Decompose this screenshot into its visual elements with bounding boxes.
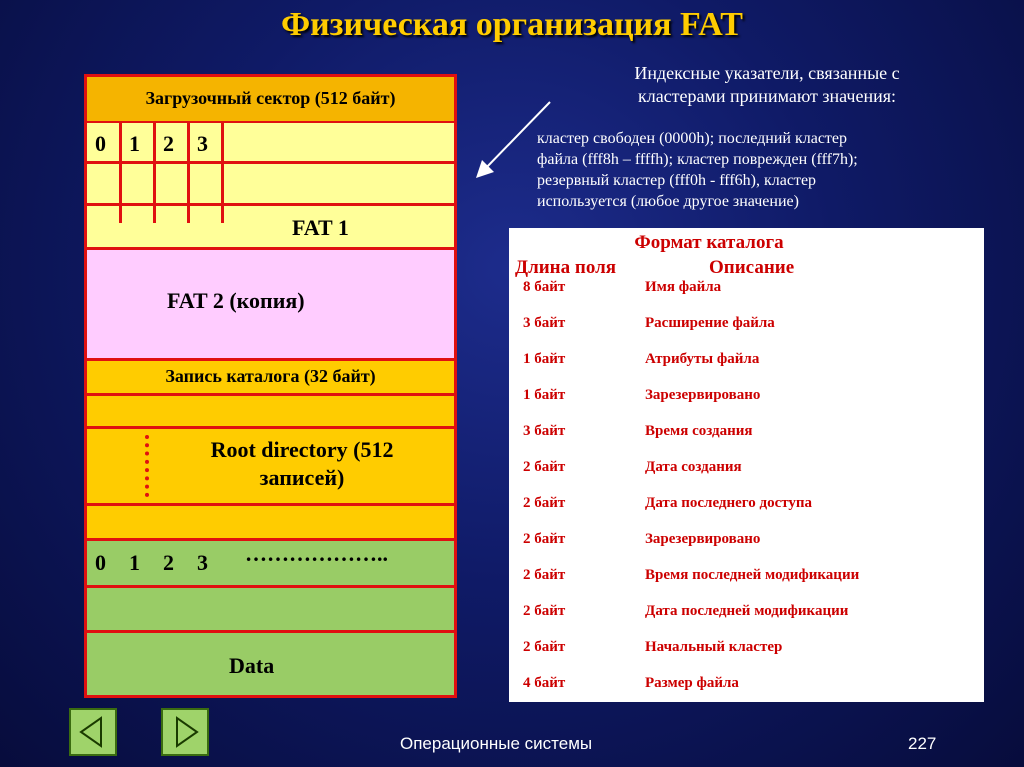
col-desc-header: Описание xyxy=(709,257,795,278)
format-title: Формат каталога xyxy=(634,232,784,253)
footer-course: Операционные системы xyxy=(400,734,593,753)
field-length: 1 байт xyxy=(523,387,566,403)
notes-values xyxy=(537,128,977,212)
field-description: Дата последнего доступа xyxy=(645,495,813,511)
field-description: Зарезервировано xyxy=(645,387,761,403)
notes-values-line2: файла (fff8h – ffffh); кластер поврежден (fff7h); xyxy=(537,151,858,168)
field-description: Размер файла xyxy=(645,675,739,691)
prev-slide-button[interactable] xyxy=(69,708,117,756)
field-length: 4 байт xyxy=(523,675,566,691)
data-cell-2: 2 xyxy=(163,550,174,575)
field-description: Имя файла xyxy=(645,279,722,295)
format-row xyxy=(509,351,984,373)
field-description: Атрибуты файла xyxy=(645,351,760,367)
field-description: Начальный кластер xyxy=(645,639,783,655)
field-length: 2 байт xyxy=(523,567,566,583)
format-row xyxy=(509,387,984,409)
root-directory-block xyxy=(87,429,454,503)
format-row xyxy=(509,423,984,445)
notes-values-line3: резервный кластер (fff0h - fff6h), кластер xyxy=(537,172,817,189)
dir-row-block xyxy=(87,396,454,426)
dir-entry-block xyxy=(87,361,454,393)
field-length: 3 байт xyxy=(523,315,566,331)
data-cell-1: 1 xyxy=(129,550,140,575)
fat-cell-3: 3 xyxy=(197,131,208,156)
format-row xyxy=(509,639,984,661)
notes-values-line4: используется (любое другое значение) xyxy=(537,193,799,210)
field-description: Дата последней модификации xyxy=(645,603,849,619)
boot-sector-label: Загрузочный сектор (512 байт) xyxy=(145,88,396,108)
fat2-label: FAT 2 (копия) xyxy=(167,288,305,313)
boot-sector-block xyxy=(87,77,454,121)
triangle-right-icon xyxy=(163,710,207,754)
format-row xyxy=(509,459,984,481)
field-description: Дата создания xyxy=(645,459,742,475)
format-row xyxy=(509,567,984,589)
root-directory-line1: Root directory (512 xyxy=(210,437,394,462)
data-row-block xyxy=(87,588,454,630)
field-length: 2 байт xyxy=(523,459,566,475)
notes-values-line1: кластер свободен (0000h); последний кластер xyxy=(537,130,848,147)
format-row xyxy=(509,315,984,337)
footer-page-number: 227 xyxy=(908,734,937,753)
format-row xyxy=(509,495,984,517)
data-cell-3: 3 xyxy=(197,550,208,575)
field-description: Время создания xyxy=(645,423,753,439)
dir-entry-label: Запись каталога (32 байт) xyxy=(165,366,376,386)
notes-heading xyxy=(560,62,974,108)
field-description: Зарезервировано xyxy=(645,531,761,547)
dotted-marker xyxy=(145,435,149,497)
root-tail-block xyxy=(87,506,454,538)
fat-cell-0: 0 xyxy=(95,131,106,156)
field-length: 3 байт xyxy=(523,423,566,439)
field-length: 2 байт xyxy=(523,603,566,619)
col-length-header: Длина поля xyxy=(515,257,617,278)
format-row xyxy=(509,531,984,553)
format-row xyxy=(509,603,984,625)
notes-heading-line1: Индексные указатели, связанные с xyxy=(634,63,900,83)
data-block xyxy=(87,633,454,695)
notes-heading-line2: кластерами принимают значения: xyxy=(637,86,897,106)
data-dots: ……………….. xyxy=(245,541,388,566)
data-cell-0: 0 xyxy=(95,550,106,575)
field-length: 2 байт xyxy=(523,495,566,511)
field-length: 2 байт xyxy=(523,531,566,547)
fat1-block xyxy=(87,123,454,247)
format-row xyxy=(509,279,984,301)
field-length: 2 байт xyxy=(523,639,566,655)
fat2-block xyxy=(87,250,454,358)
field-length: 8 байт xyxy=(523,279,566,295)
format-row xyxy=(509,675,984,697)
field-description: Расширение файла xyxy=(645,315,775,331)
fat-layout-diagram xyxy=(84,74,457,698)
fat1-label: FAT 1 xyxy=(292,215,349,240)
triangle-left-icon xyxy=(71,710,115,754)
data-label: Data xyxy=(229,653,275,678)
data-clusters-row xyxy=(87,541,454,585)
field-length: 1 байт xyxy=(523,351,566,367)
directory-format-table xyxy=(509,228,984,702)
next-slide-button[interactable] xyxy=(161,708,209,756)
slide-title: Физическая организация FAT xyxy=(280,6,743,43)
fat-cell-2: 2 xyxy=(163,131,174,156)
fat-cell-1: 1 xyxy=(129,131,140,156)
root-directory-line2: записей) xyxy=(259,465,345,490)
field-description: Время последней модификации xyxy=(645,567,860,583)
